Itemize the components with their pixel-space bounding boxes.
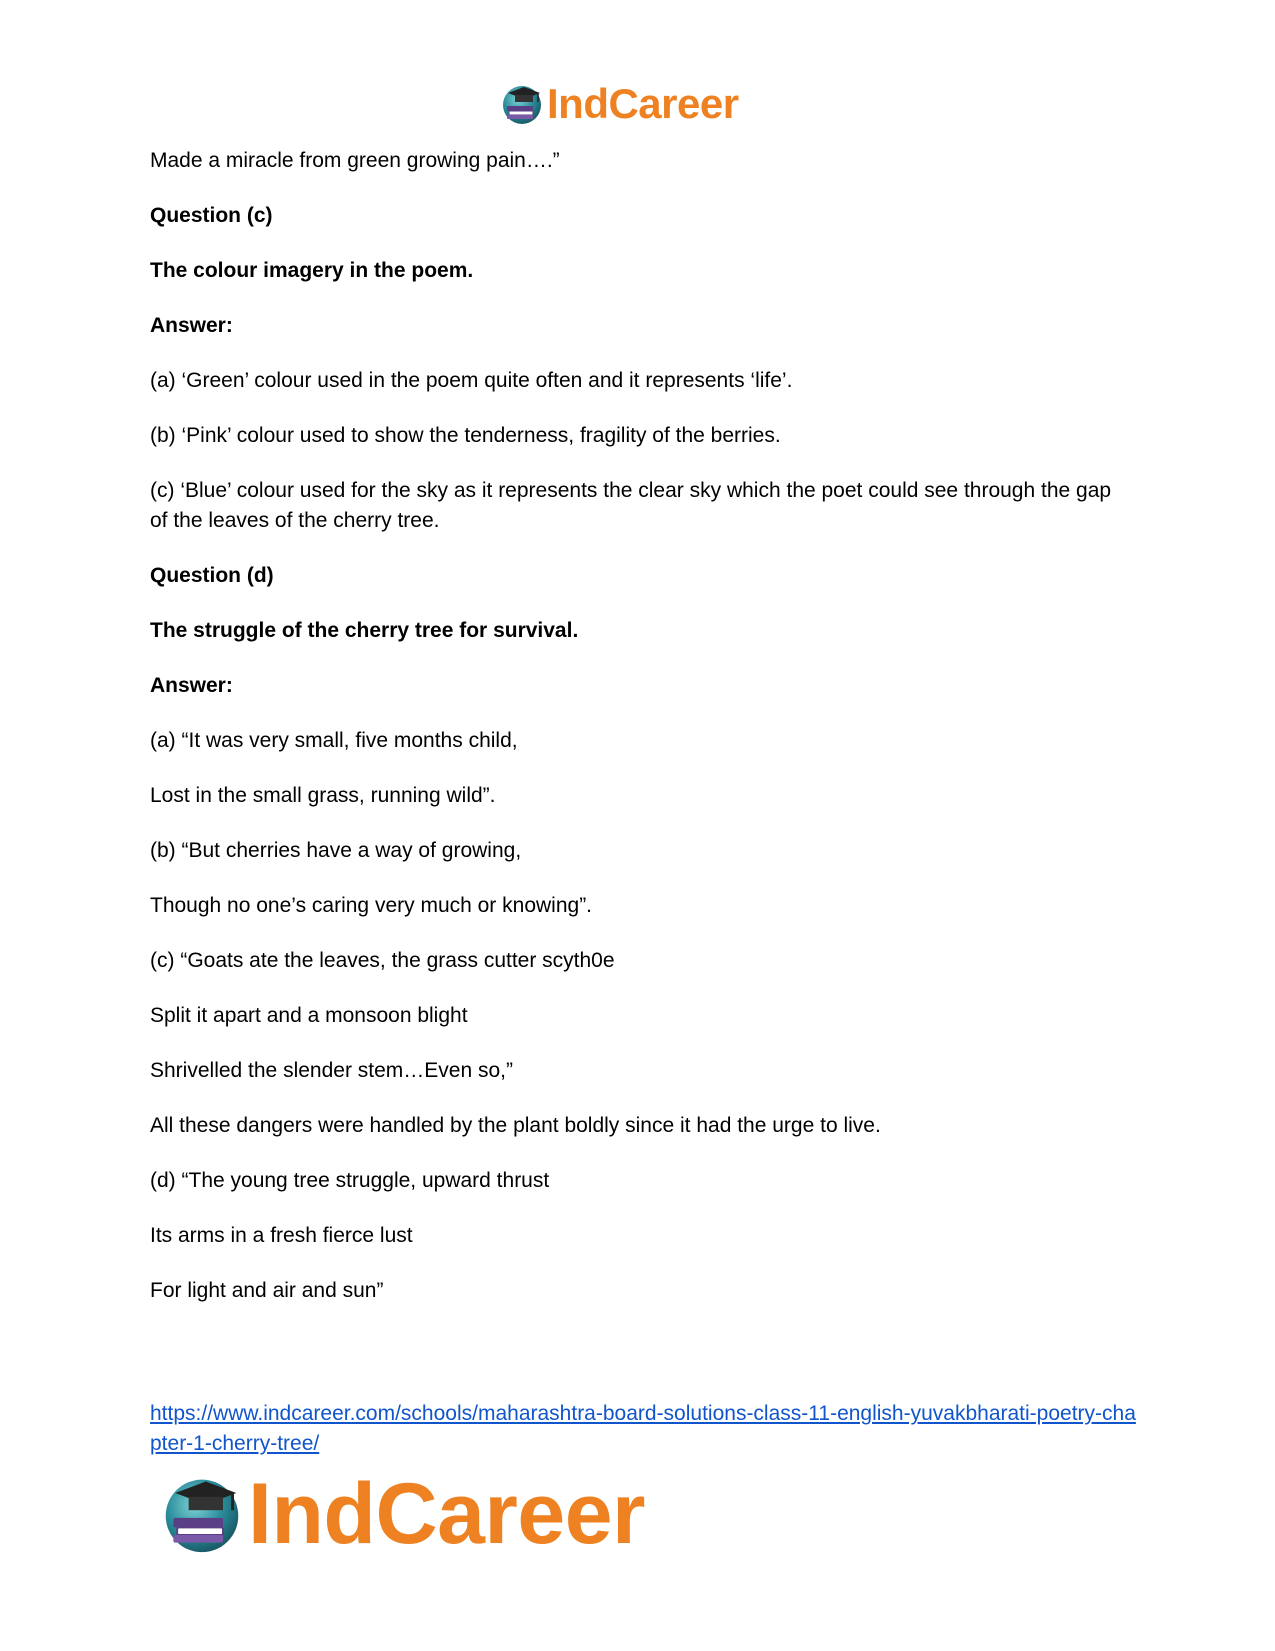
answer-label: Answer: xyxy=(150,674,233,697)
answer-item: (c) ‘Blue’ colour used for the sky as it represents the clear sky which the poet could see through the gap of the leaves of the cherry tree. xyxy=(150,479,1112,532)
poem-line: Lost in the small grass, running wild”. xyxy=(150,784,496,807)
answer-item: (c) “Goats ate the leaves, the grass cutter scyth0e xyxy=(150,949,615,972)
document-body xyxy=(150,146,1130,1331)
logo-wordmark: IndCareer xyxy=(248,1465,645,1562)
question-title: The struggle of the cherry tree for survival. xyxy=(150,619,579,642)
answer-item: (d) “The young tree struggle, upward thrust xyxy=(150,1169,550,1192)
poem-line: Its arms in a fresh fierce lust xyxy=(150,1224,413,1247)
poem-line: For light and air and sun” xyxy=(150,1279,384,1302)
footer-logo xyxy=(160,1465,645,1562)
answer-item: (a) “It was very small, five months child, xyxy=(150,729,518,752)
poem-line: Made a miracle from green growing pain….” xyxy=(150,149,560,172)
question-title: The colour imagery in the poem. xyxy=(150,259,474,282)
answer-item: All these dangers were handled by the plant boldly since it had the urge to live. xyxy=(150,1114,881,1137)
question-heading: Question (d) xyxy=(150,564,274,587)
answer-label: Answer: xyxy=(150,314,233,337)
poem-line: Shrivelled the slender stem…Even so,” xyxy=(150,1059,513,1082)
poem-line: Though no one’s caring very much or knowing”. xyxy=(150,894,593,917)
question-heading: Question (c) xyxy=(150,204,273,227)
poem-line: Split it apart and a monsoon blight xyxy=(150,1004,468,1027)
answer-item: (b) “But cherries have a way of growing, xyxy=(150,839,522,862)
answer-item: (a) ‘Green’ colour used in the poem quite often and it represents ‘life’. xyxy=(150,369,793,392)
graduation-globe-icon xyxy=(500,82,544,126)
graduation-globe-icon xyxy=(160,1472,244,1556)
header-logo xyxy=(500,80,739,128)
logo-wordmark: IndCareer xyxy=(547,80,739,127)
source-link[interactable]: https://www.indcareer.com/schools/maharashtra-board-solutions-class-11-english-yuvakbharati-poetry-chapter-1-cherry-tree/ xyxy=(150,1402,1136,1455)
answer-item: (b) ‘Pink’ colour used to show the tenderness, fragility of the berries. xyxy=(150,424,781,447)
